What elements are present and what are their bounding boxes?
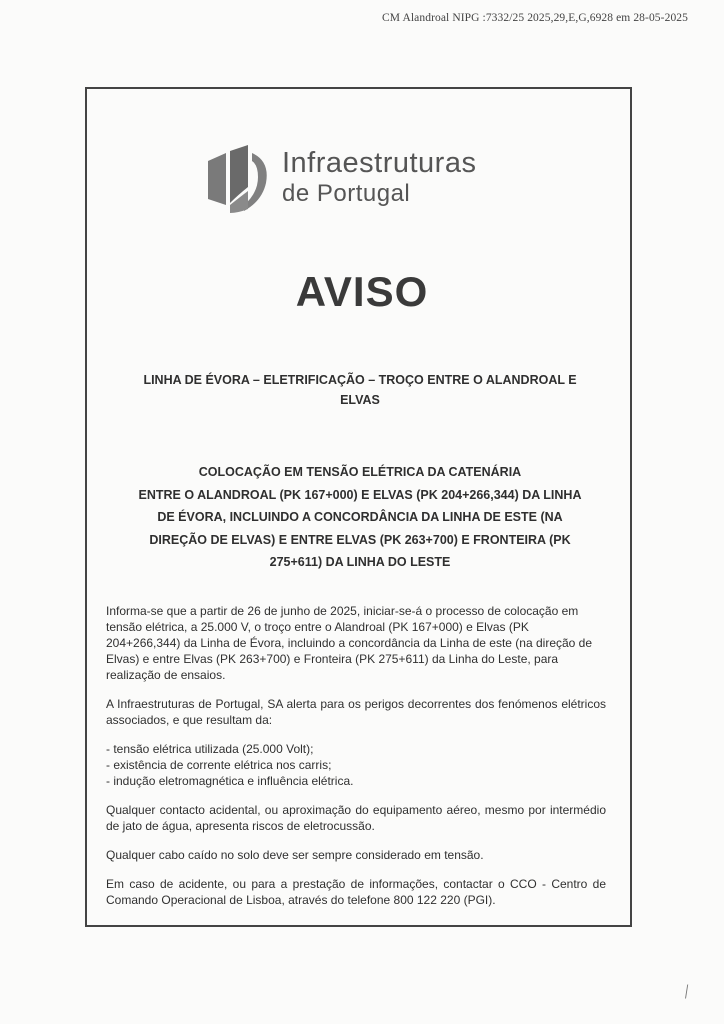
list-item: - indução eletromagnética e influência elétrica.: [106, 774, 354, 788]
logo-text-line2: de Portugal: [282, 180, 411, 207]
heading-line: COLOCAÇÃO EM TENSÃO ELÉTRICA DA CATENÁRIA: [198, 465, 522, 479]
hazard-list: [106, 741, 606, 789]
heading-line: 275+611) DA LINHA DO LESTE: [269, 555, 451, 569]
list-item: - tensão elétrica utilizada (25.000 Volt);: [106, 742, 314, 756]
paragraph-warning: A Infraestruturas de Portugal, SA alerta para os perigos decorrentes dos fenómenos elétricos associados, e que resultam da:: [106, 697, 606, 727]
notice-title: AVISO: [295, 268, 429, 315]
notice-heading: [120, 461, 600, 574]
ip-logo-icon: [204, 143, 274, 215]
paragraph-cable: Qualquer cabo caído no solo deve ser sempre considerado em tensão.: [106, 848, 484, 862]
paragraph-contact-info: Em caso de acidente, ou para a prestação de informações, contactar o CCO - Centro de Comando Operacional de Lisboa, através do telefone 800 122 220 (PGI).: [106, 877, 606, 907]
heading-line: ENTRE O ALANDROAL (PK 167+000) E ELVAS (PK 204+266,344) DA LINHA: [138, 487, 582, 502]
handwritten-mark: /: [682, 980, 692, 1004]
heading-line: DE ÉVORA, INCLUINDO A CONCORDÂNCIA DA LINHA DE ESTE (NA: [157, 510, 563, 524]
company-logo: [204, 143, 494, 218]
list-item: - existência de corrente elétrica nos carris;: [106, 758, 332, 772]
registry-stamp: CM Alandroal NIPG :7332/25 2025,29,E,G,6928 em 28-05-2025: [382, 12, 688, 24]
notice-body: [106, 603, 606, 921]
paragraph-schedule: Informa-se que a partir de 26 de junho de 2025, iniciar-se-á o processo de colocação em tensão elétrica, a 25.000 V, o troço entre o Alandroal (PK 167+000) e Elvas (PK 204+266,344) da Linha de Évora, incluindo a concordância da Linha de este (na direção de Elvas) e entre Elvas (PK 263+700) e Fronteira (PK 275+611) da Linha do Leste, para realização de ensaios.: [106, 604, 593, 682]
logo-text-line1: Infraestruturas: [282, 147, 477, 179]
heading-line: DIREÇÃO DE ELVAS) E ENTRE ELVAS (PK 263+700) E FRONTEIRA (PK: [149, 532, 571, 547]
notice-subtitle: LINHA DE ÉVORA – ELETRIFICAÇÃO – TROÇO ENTRE O ALANDROAL E ELVAS: [143, 373, 577, 407]
paragraph-contact-risk: Qualquer contacto acidental, ou aproximação do equipamento aéreo, mesmo por intermédio de jato de água, apresenta riscos de eletrocussão.: [106, 803, 606, 833]
